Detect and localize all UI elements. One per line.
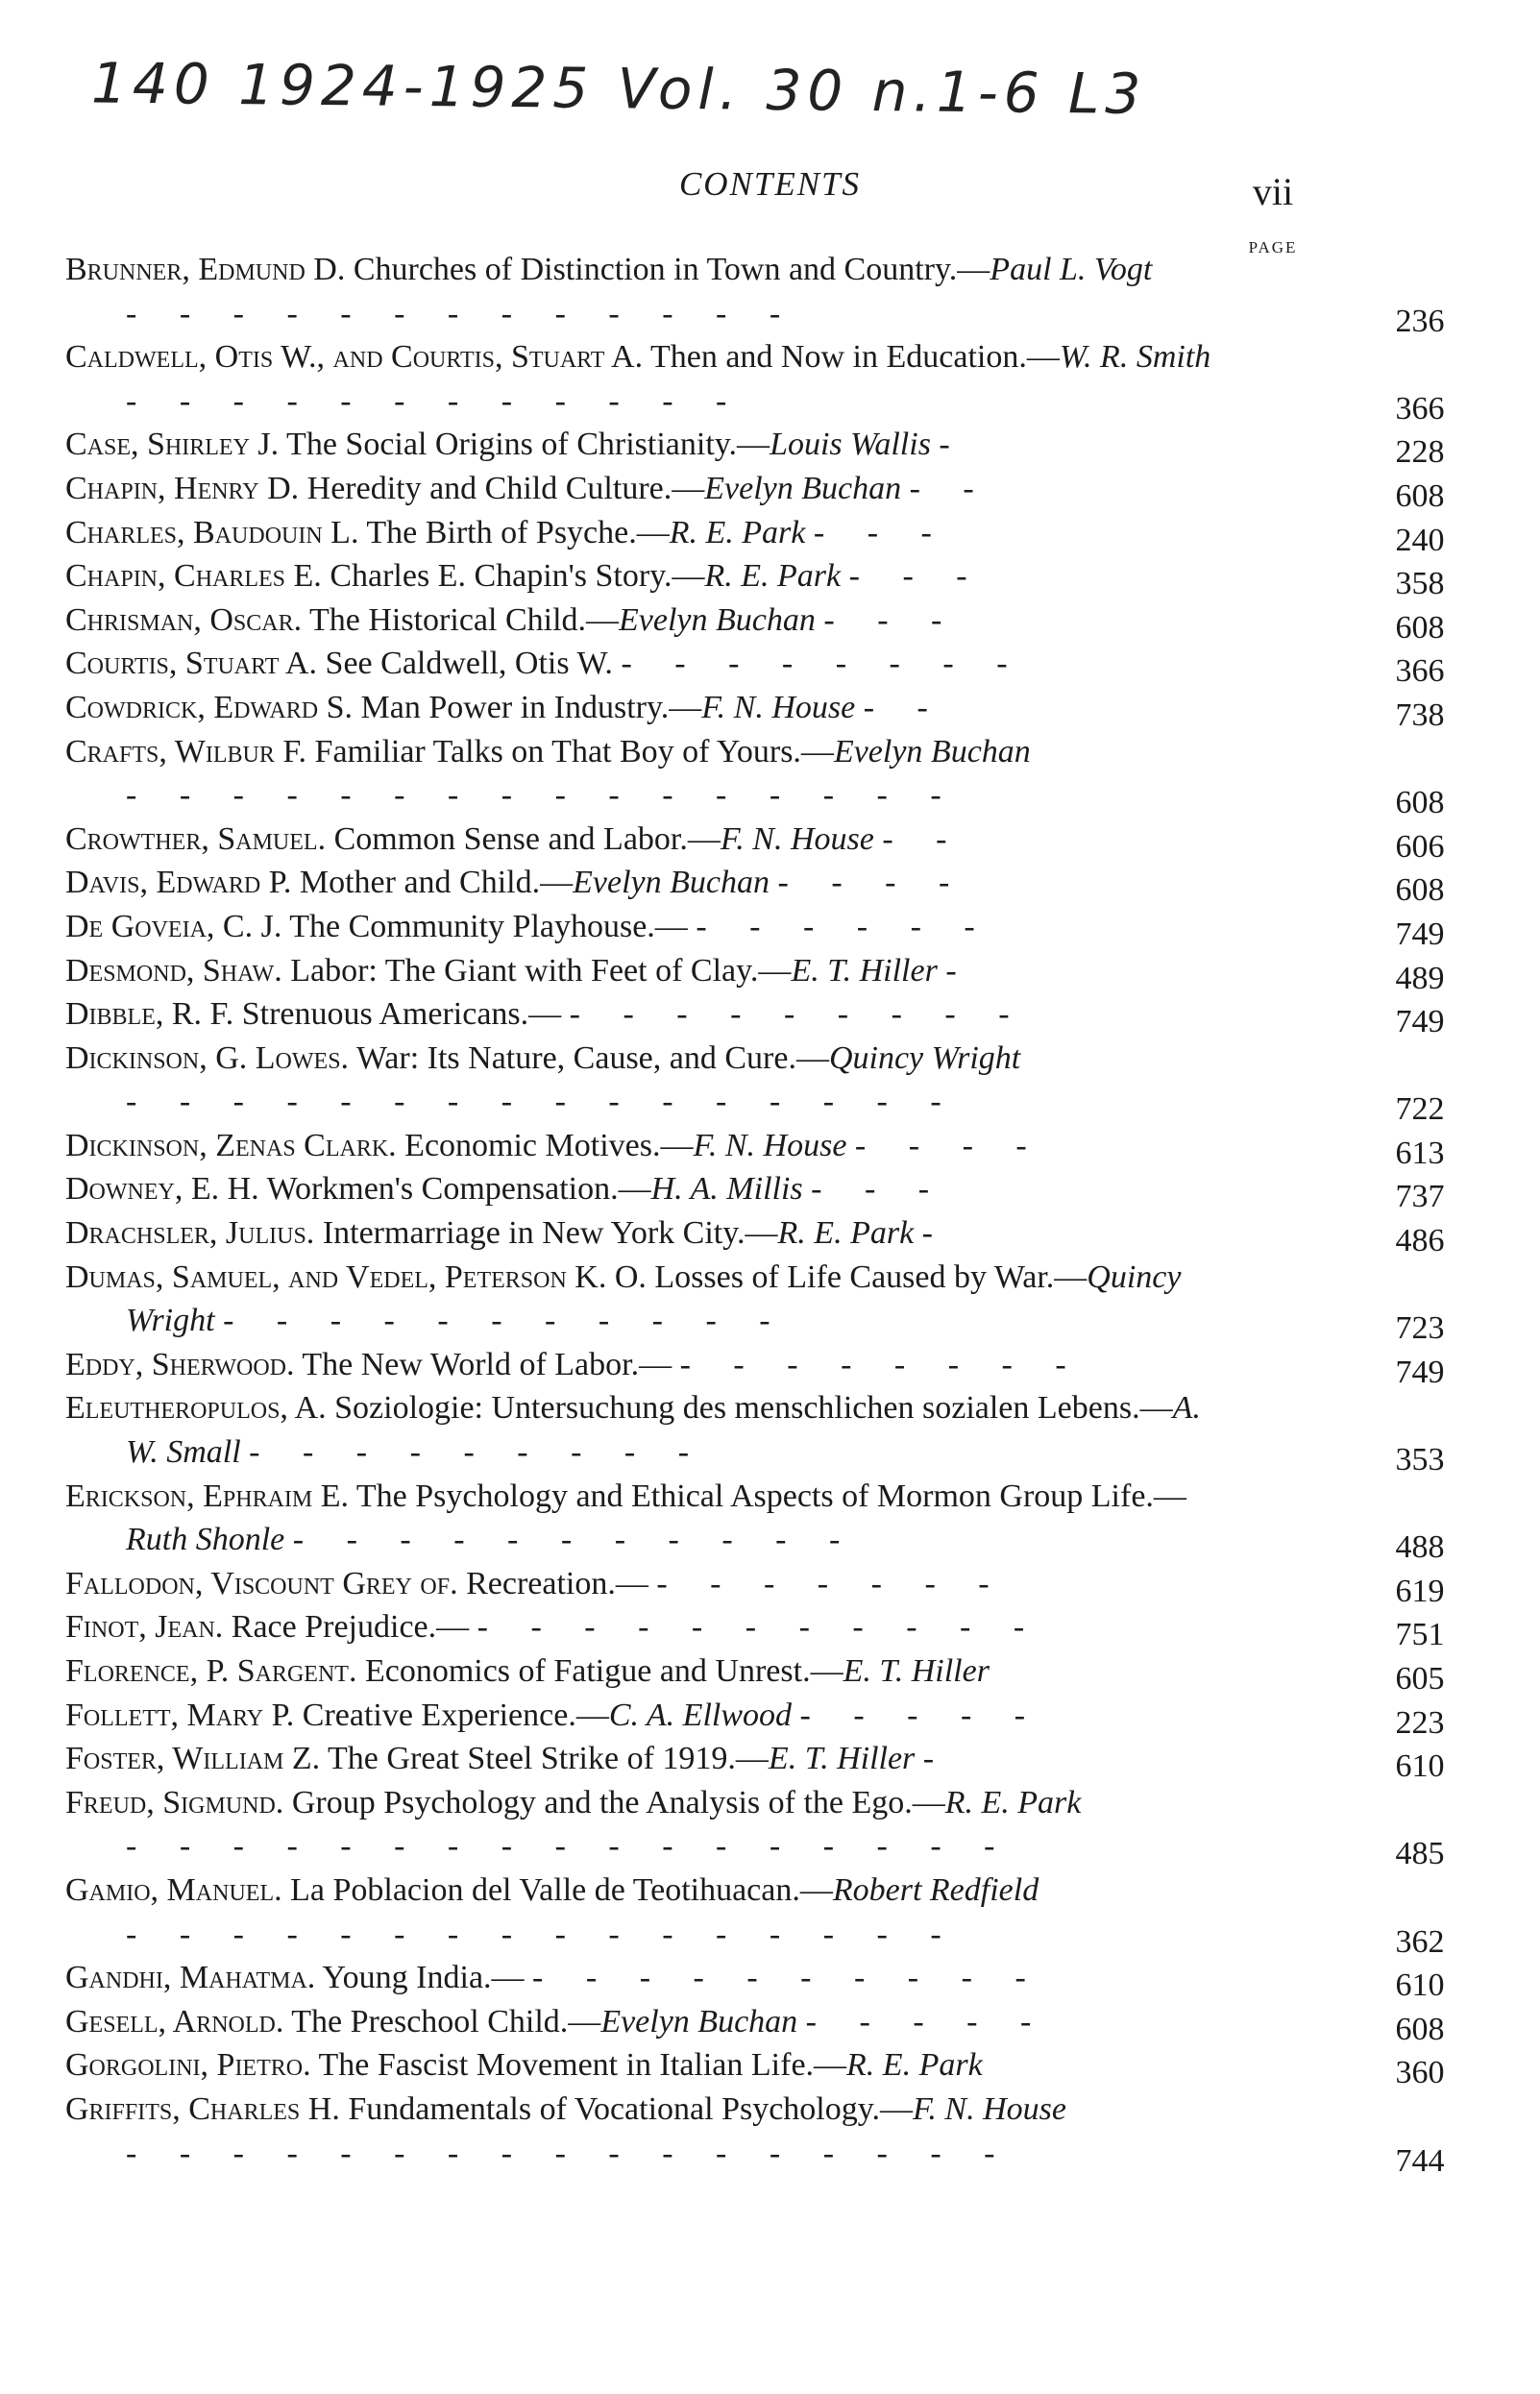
entry-title: Familiar Talks on That Boy of Yours.— <box>314 733 834 770</box>
entry-author: Desmond, Shaw. <box>65 952 282 989</box>
entry-title: Mother and Child.— <box>299 865 574 901</box>
entry-author: Gamio, Manuel. <box>65 1871 282 1908</box>
entry-leader-dashes: - - - <box>823 601 960 638</box>
entry-text <box>65 1956 1221 2000</box>
entry-text <box>65 1781 1221 1869</box>
entry-page-number: 608 <box>1395 2011 1445 2047</box>
entry-leader-dashes: - - - - - - - - - - - <box>223 1303 788 1339</box>
entry-text <box>65 554 1221 598</box>
page-column-label: PAGE <box>1248 238 1298 256</box>
entry-title: Losses of Life Caused by War.— <box>654 1258 1088 1295</box>
entry-text <box>65 1124 1221 1168</box>
entry-text <box>65 1343 1221 1387</box>
entry-page-number: 236 <box>1395 303 1445 339</box>
entry-title: The Community Playhouse.— <box>289 908 688 944</box>
entry-reviewer: Paul L. Vogt <box>990 252 1153 287</box>
entry-page-number: 723 <box>1395 1310 1445 1347</box>
entry-author: Florence, P. Sargent. <box>65 1653 357 1689</box>
contents-list <box>65 248 1468 2179</box>
entry-leader-dashes: - - <box>909 470 991 506</box>
entry-author: Finot, Jean. <box>65 1609 224 1646</box>
entry-page-number: 749 <box>1395 1354 1445 1390</box>
entry-author: Eleutheropulos, A. <box>65 1390 327 1427</box>
entry-author: Chapin, Charles E. <box>65 558 322 595</box>
entry-text <box>65 1167 1221 1211</box>
entry-title: The Historical Child.— <box>309 601 620 638</box>
entry-leader-dashes: - <box>939 427 967 463</box>
contents-entry <box>65 511 1468 558</box>
entry-reviewer: R. E. Park <box>669 514 806 550</box>
entry-reviewer: F. N. House <box>701 689 856 725</box>
entry-author: Drachsler, Julius. <box>65 1215 315 1252</box>
entry-page-number: 353 <box>1395 1442 1445 1478</box>
entry-reviewer: F. N. House <box>720 820 874 857</box>
contents-entry <box>65 2000 1468 2047</box>
entry-leader-dashes: - - - - - <box>805 2003 1049 2040</box>
contents-entry <box>65 949 1468 996</box>
entry-author: Dibble, R. F. <box>65 996 234 1033</box>
entry-leader-dashes: - - - - - <box>799 1697 1043 1733</box>
entry-leader-dashes: - - - - - - - - - - - - - - - - - <box>126 1828 1013 1865</box>
contents-entry <box>65 1694 1468 1741</box>
entry-author: Fallodon, Viscount Grey of. <box>65 1565 458 1601</box>
contents-entry <box>65 861 1468 909</box>
entry-title: La Poblacion del Valle de Teotihuacan.— <box>290 1871 833 1908</box>
contents-entry <box>65 1386 1468 1478</box>
entry-reviewer: F. N. House <box>913 2090 1066 2127</box>
entry-text <box>65 1475 1221 1562</box>
entry-leader-dashes: - - - <box>813 514 949 550</box>
contents-entry <box>65 1605 1468 1653</box>
entry-leader-dashes: - - - <box>811 1171 947 1208</box>
contents-entry <box>65 467 1468 514</box>
entry-text <box>65 248 1221 335</box>
entry-title: Then and Now in Education.— <box>649 339 1060 376</box>
entry-text <box>65 1869 1221 1956</box>
contents-entry <box>65 905 1468 952</box>
entry-reviewer: R. E. Park <box>777 1215 915 1252</box>
entry-text <box>65 598 1221 643</box>
entry-text <box>65 818 1221 862</box>
entry-title: The Preschool Child.— <box>291 2003 601 2040</box>
entry-reviewer: Evelyn Buchan <box>619 601 816 638</box>
entry-author: Gesell, Arnold. <box>65 2003 284 2040</box>
contents-entry <box>65 1781 1468 1872</box>
entry-leader-dashes: - - - - - - - - - - - - - - - - <box>126 777 959 814</box>
entry-leader-dashes: - - - - - - - - - - <box>532 1960 1043 1996</box>
entry-leader-dashes: - - - - - - <box>696 908 992 944</box>
entry-title: The Birth of Psyche.— <box>366 514 670 550</box>
entry-reviewer: R. E. Park <box>944 1784 1082 1820</box>
contents-entry <box>65 1737 1468 1785</box>
contents-entry <box>65 598 1468 646</box>
entry-author: Dickinson, G. Lowes. <box>65 1039 350 1076</box>
entry-page-number: 223 <box>1395 1704 1445 1741</box>
entry-title: Economic Motives.— <box>404 1127 694 1163</box>
entry-author: Dickinson, Zenas Clark. <box>65 1127 397 1163</box>
entry-title: War: Its Nature, Cause, and Cure.— <box>355 1039 829 1076</box>
entry-title: Economics of Fatigue and Unrest.— <box>364 1653 843 1689</box>
entry-author: Courtis, Stuart A. <box>65 646 318 682</box>
entry-reviewer: A. W. Small <box>126 1390 1201 1471</box>
entry-author: Freud, Sigmund. <box>65 1784 284 1820</box>
entry-text <box>65 686 1221 730</box>
entry-author: Crafts, Wilbur F. <box>65 733 307 770</box>
entry-reviewer: Ruth Shonle <box>126 1522 285 1558</box>
entry-author: Foster, William Z. <box>65 1741 321 1777</box>
contents-entry <box>65 642 1468 690</box>
contents-entry <box>65 423 1468 471</box>
entry-title: The Social Origins of Christianity.— <box>286 427 770 463</box>
entry-title: The New World of Labor.— <box>302 1346 672 1382</box>
contents-entry <box>65 730 1468 821</box>
entry-page-number: 366 <box>1395 653 1445 690</box>
page-header <box>0 161 1540 219</box>
entry-page-number: 749 <box>1395 1004 1445 1040</box>
entry-page-number: 486 <box>1395 1223 1445 1259</box>
entry-reviewer: Quincy Wright <box>126 1258 1182 1339</box>
entry-page-number: 228 <box>1395 434 1445 471</box>
entry-title: Charles E. Chapin's Story.— <box>330 558 705 595</box>
entry-text <box>65 1562 1221 1606</box>
entry-reviewer: H. A. Millis <box>650 1171 803 1208</box>
entry-leader-dashes: - - - - - - - - - - - <box>292 1522 858 1558</box>
entry-leader-dashes: - - - - - - - - - <box>569 996 1027 1033</box>
entry-text <box>65 2043 1221 2088</box>
entry-leader-dashes: - - - - - - - - - - - - - - - - <box>126 1084 959 1120</box>
entry-page-number: 744 <box>1395 2142 1445 2179</box>
entry-text <box>65 1694 1221 1738</box>
entry-title: Common Sense and Labor.— <box>333 820 721 857</box>
entry-text <box>65 1649 1221 1694</box>
entry-leader-dashes: - - - - - - - - - - - - - - - - <box>126 1916 959 1952</box>
entry-text <box>65 992 1221 1037</box>
entry-text <box>65 730 1221 818</box>
entry-page-number: 608 <box>1395 872 1445 909</box>
entry-text <box>65 467 1221 511</box>
contents-entry <box>65 1037 1468 1128</box>
entry-title: Creative Experience.— <box>302 1697 609 1733</box>
entry-leader-dashes: - - - - <box>854 1127 1044 1163</box>
entry-text <box>65 2088 1221 2175</box>
entry-leader-dashes: - - - - - - - - - <box>249 1434 707 1471</box>
entry-title: Heredity and Child Culture.— <box>306 470 705 506</box>
entry-page-number: 485 <box>1395 1836 1445 1872</box>
entry-author: De Goveia, C. J. <box>65 908 282 944</box>
entry-reviewer: F. N. House <box>693 1127 847 1163</box>
contents-entry <box>65 248 1468 339</box>
entry-leader-dashes: - - <box>863 689 945 725</box>
entry-title: Soziologie: Untersuchung des menschlichen sozialen Lebens.— <box>334 1390 1173 1427</box>
entry-page-number: 608 <box>1395 609 1445 646</box>
entry-page-number: 606 <box>1395 828 1445 865</box>
entry-reviewer: Evelyn Buchan <box>573 865 770 901</box>
entry-reviewer: Quincy Wright <box>828 1039 1021 1076</box>
entry-page-number: 488 <box>1395 1529 1445 1566</box>
entry-page-number: 619 <box>1395 1573 1445 1609</box>
entry-reviewer: C. A. Ellwood <box>608 1697 793 1733</box>
entry-title: Workmen's Compensation.— <box>266 1171 651 1208</box>
contents-entry <box>65 554 1468 602</box>
entry-author: Gorgolini, Pietro. <box>65 2047 311 2084</box>
entry-author: Charles, Baudouin L. <box>65 514 359 550</box>
entry-author: Griffits, Charles H. <box>65 2090 340 2127</box>
entry-leader-dashes: - - - - - - - - - - - <box>477 1609 1042 1646</box>
entry-author: Erickson, Ephraim E. <box>65 1478 350 1514</box>
entry-page-number: 749 <box>1395 916 1445 952</box>
entry-author: Caldwell, Otis W., and Courtis, Stuart A. <box>65 339 644 376</box>
entry-title: Churches of Distinction in Town and Country.— <box>353 252 990 287</box>
entry-title: Intermarriage in New York City.— <box>322 1215 778 1252</box>
entry-text <box>65 861 1221 905</box>
entry-title: The Great Steel Strike of 1919.— <box>328 1741 769 1777</box>
entry-author: Follett, Mary P. <box>65 1697 295 1733</box>
entry-reviewer: E. T. Hiller <box>768 1741 916 1777</box>
contents-entry <box>65 992 1468 1040</box>
entry-page-number: 358 <box>1395 566 1445 602</box>
contents-entry <box>65 1211 1468 1259</box>
entry-reviewer: Evelyn Buchan <box>704 470 902 506</box>
entry-text <box>65 1211 1221 1256</box>
entry-title: Labor: The Giant with Feet of Clay.— <box>290 952 792 989</box>
entry-leader-dashes: - - - - - - - - - - - - - - - - - <box>126 2135 1013 2171</box>
entry-text <box>65 423 1221 467</box>
contents-entry <box>65 1562 1468 1609</box>
entry-reviewer: R. E. Park <box>846 2047 983 2084</box>
entry-leader-dashes: - - - <box>848 558 985 595</box>
entry-author: Chapin, Henry D. <box>65 470 300 506</box>
entry-author: Davis, Edward P. <box>65 865 292 901</box>
contents-entry <box>65 335 1468 427</box>
contents-entry <box>65 686 1468 733</box>
entry-reviewer: E. T. Hiller <box>791 952 938 989</box>
contents-entry <box>65 1475 1468 1566</box>
contents-entry <box>65 1649 1468 1697</box>
entry-author: Cowdrick, Edward S. <box>65 689 354 725</box>
entry-text <box>65 2000 1221 2044</box>
entry-title: Race Prejudice.— <box>231 1609 470 1646</box>
entry-author: Crowther, Samuel. <box>65 820 327 857</box>
contents-entry <box>65 1343 1468 1390</box>
entry-title: The Psychology and Ethical Aspects of Mormon Group Life.— <box>355 1478 1186 1514</box>
entry-page-number: 613 <box>1395 1135 1445 1171</box>
entry-page-number: 608 <box>1395 785 1445 821</box>
contents-entry <box>65 1256 1468 1347</box>
entry-author: Eddy, Sherwood. <box>65 1346 295 1382</box>
entry-leader-dashes: - - - - - - - - - - - - - <box>126 295 798 331</box>
entry-text <box>65 1737 1221 1781</box>
entry-title: Group Psychology and the Analysis of the Ego.— <box>291 1784 945 1820</box>
entry-text <box>65 905 1221 949</box>
entry-leader-dashes: - - - - - - - - <box>679 1346 1084 1382</box>
entry-page-number: 360 <box>1395 2055 1445 2091</box>
entry-page-number: 605 <box>1395 1661 1445 1697</box>
entry-page-number: 751 <box>1395 1617 1445 1653</box>
entry-text <box>65 335 1221 423</box>
entry-page-number: 737 <box>1395 1179 1445 1215</box>
entry-title: Man Power in Industry.— <box>360 689 702 725</box>
entry-page-number: 489 <box>1395 960 1445 996</box>
entry-leader-dashes: - <box>921 1215 950 1252</box>
entry-reviewer: Louis Wallis <box>770 427 931 463</box>
entry-reviewer: Evelyn Buchan <box>600 2003 798 2040</box>
entry-page-number: 738 <box>1395 696 1445 733</box>
contents-entry <box>65 1167 1468 1215</box>
entry-page-number: 362 <box>1395 1923 1445 1960</box>
contents-entry <box>65 1869 1468 1960</box>
entry-reviewer: Evelyn Buchan <box>833 733 1031 770</box>
entry-text <box>65 511 1221 555</box>
entry-leader-dashes: - <box>945 952 974 989</box>
entry-author: Downey, E. H. <box>65 1171 259 1208</box>
entry-page-number: 610 <box>1395 1748 1445 1785</box>
entry-reviewer: E. T. Hiller <box>843 1653 990 1689</box>
entry-page-number: 240 <box>1395 522 1445 558</box>
entry-text <box>65 1605 1221 1649</box>
contents-entry <box>65 818 1468 865</box>
entry-page-number: 610 <box>1395 1967 1445 2004</box>
entry-author: Brunner, Edmund D. <box>65 252 346 287</box>
entry-title: Fundamentals of Vocational Psychology.— <box>348 2090 914 2127</box>
entry-reviewer: R. E. Park <box>704 558 842 595</box>
entry-title: See Caldwell, Otis W. <box>325 646 613 682</box>
entry-author: Chrisman, Oscar. <box>65 601 303 638</box>
contents-entry <box>65 1956 1468 2004</box>
entry-reviewer: Robert Redfield <box>832 1871 1039 1908</box>
entry-reviewer: W. R. Smith <box>1059 339 1211 376</box>
entry-leader-dashes: - - - - - - - - <box>621 646 1025 682</box>
page-numeral: vii <box>1252 170 1294 213</box>
handwritten-call-number: 140 1924-1925 Vol. 30 n.1-6 L3 <box>90 50 1147 127</box>
entry-page-number: 608 <box>1395 477 1445 514</box>
entry-leader-dashes: - - - - - - - <box>656 1565 1007 1601</box>
entry-author: Case, Shirley J. <box>65 427 280 463</box>
contents-entry <box>65 2043 1468 2091</box>
entry-author: Gandhi, Mahatma. <box>65 1960 316 1996</box>
entry-text <box>65 642 1221 686</box>
entry-page-number: 722 <box>1395 1091 1445 1128</box>
entry-page-number: 366 <box>1395 390 1445 427</box>
entry-leader-dashes: - - <box>882 820 965 857</box>
entry-author: Dumas, Samuel, and Vedel, Peterson K. O. <box>65 1258 647 1295</box>
entry-text <box>65 1386 1221 1474</box>
entry-leader-dashes: - - - - <box>777 865 967 901</box>
entry-title: Strenuous Americans.— <box>241 996 562 1033</box>
entry-text <box>65 1037 1221 1124</box>
entry-leader-dashes: - - - - - - - - - - - - <box>126 382 745 419</box>
contents-entry <box>65 2088 1468 2179</box>
entry-text <box>65 1256 1221 1343</box>
entry-title: Young India.— <box>322 1960 525 1996</box>
contents-entry <box>65 1124 1468 1171</box>
page-title: CONTENTS <box>678 165 862 203</box>
entry-text <box>65 949 1221 993</box>
entry-title: The Fascist Movement in Italian Life.— <box>318 2047 847 2084</box>
entry-leader-dashes: - <box>922 1741 952 1777</box>
entry-title: Recreation.— <box>466 1565 648 1601</box>
